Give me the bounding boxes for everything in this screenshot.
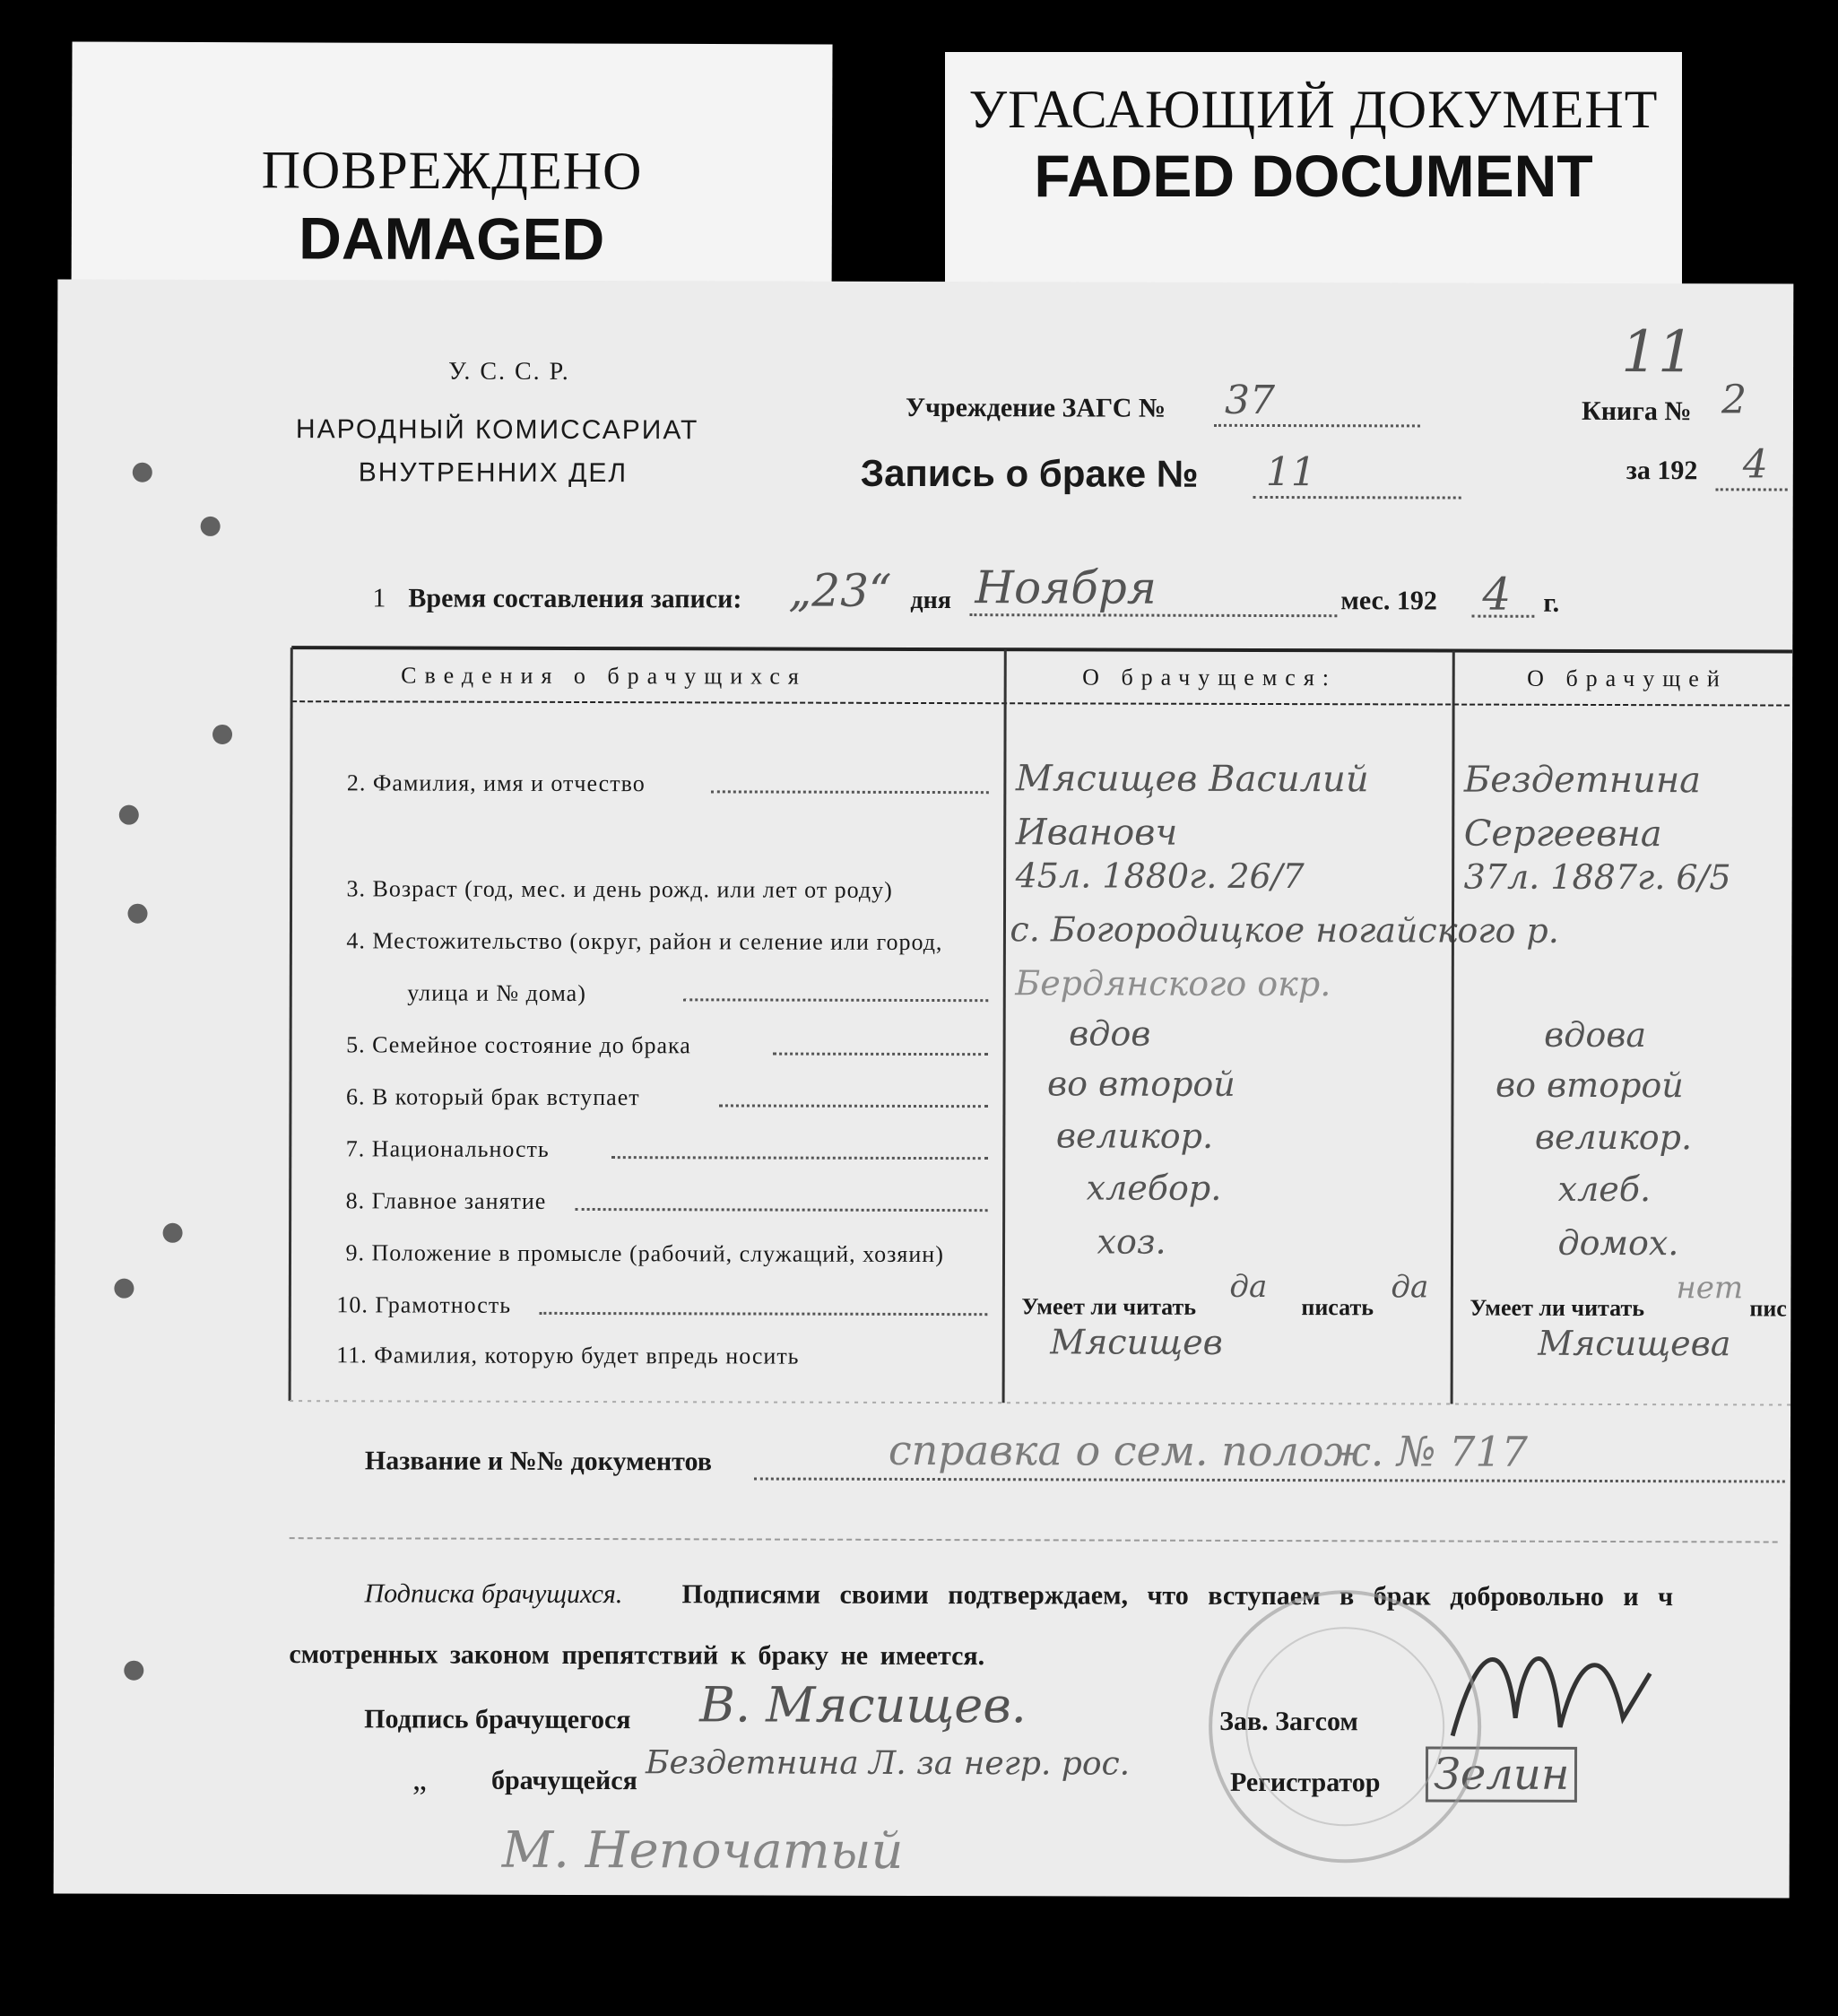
- bride-marriage-count: во второй: [1495, 1064, 1684, 1106]
- commissariat-line2: ВНУТРЕННИХ ДЕЛ: [358, 457, 629, 489]
- commissariat-line1: НАРОДНЫЙ КОМИССАРИАТ: [295, 414, 699, 446]
- consent-lead: Подписка брачущихся.: [364, 1578, 623, 1610]
- entry-year-suffix: г.: [1543, 587, 1560, 618]
- republic-title: У. С. С. Р.: [448, 357, 570, 386]
- zags-label: Учреждение ЗАГС №: [905, 392, 1166, 423]
- bride-residence: Бердянского окр.: [1015, 963, 1331, 1004]
- groom-position: хоз.: [1097, 1221, 1166, 1262]
- groom-nationality: великор.: [1055, 1116, 1214, 1156]
- groom-future-surname: Мясищев: [1050, 1322, 1223, 1362]
- bride-nationality: великор.: [1534, 1117, 1693, 1158]
- entry-day-label: дня: [910, 586, 951, 615]
- marriage-record-form: [54, 279, 1794, 1898]
- ditto-mark: „: [412, 1760, 428, 1797]
- row-label-age: 3. Возраст (год, мес. и день рожд. или лет от роду): [346, 875, 893, 903]
- groom-occupation: хлебор.: [1086, 1168, 1222, 1208]
- damaged-label-ru: ПОВРЕЖДЕНО: [261, 140, 643, 201]
- bride-age: 37л. 1887г. 6/5: [1463, 856, 1731, 898]
- record-number: 11: [1265, 448, 1316, 496]
- damaged-label-card: [71, 42, 832, 314]
- row-label-occupation: 8. Главное занятие: [345, 1187, 547, 1214]
- groom-name: Мясищев Василий Ивановч: [1015, 758, 1369, 854]
- bride-future-surname: Мясищева: [1538, 1323, 1731, 1364]
- row-label-literacy: 10. Грамотность: [336, 1291, 512, 1318]
- groom-signature-label: Подпись брачущегося: [364, 1704, 631, 1735]
- official-stamp: [1192, 1574, 1498, 1880]
- row-label-name: 2. Фамилия, имя и отчество: [346, 769, 646, 797]
- entry-month: Ноября: [975, 561, 1157, 614]
- bride-occupation: хлеб.: [1557, 1169, 1652, 1210]
- groom-signature: В. Мясищев.: [699, 1676, 1027, 1734]
- book-label: Книга №: [1581, 395, 1692, 427]
- row-label-marriage-count: 6. В который брак вступает: [345, 1083, 640, 1111]
- bride-name: Бездетнина Сергеевна: [1463, 759, 1702, 856]
- bride-literacy-prefix: Умеет ли читать: [1470, 1294, 1645, 1322]
- registrar-signature: Зелин: [1426, 1746, 1578, 1802]
- damaged-label-en: DAMAGED: [299, 204, 605, 273]
- year-label: за 192: [1626, 456, 1698, 486]
- table-header-groom: О брачущемся:: [1082, 664, 1338, 691]
- row-label-nationality: 7. Национальность: [345, 1135, 550, 1162]
- row-label-future-surname: 11. Фамилия, которую будет впредь носить: [336, 1342, 800, 1369]
- groom-literacy-prefix: Умеет ли читать: [1021, 1293, 1197, 1320]
- row-label-marital: 5. Семейное состояние до брака: [346, 1031, 691, 1059]
- bride-signature: Бездетнина Л. за негр. рос.: [645, 1744, 1131, 1783]
- row-leader: [773, 1053, 988, 1056]
- consent-line2: смотренных законом препятствий к браку не имеется.: [289, 1639, 985, 1672]
- faded-label-ru: УГАСАЮЩИЙ ДОКУМЕНТ: [968, 80, 1659, 139]
- book-mark: 11: [1621, 319, 1695, 387]
- entry-year-digit: 4: [1482, 568, 1512, 621]
- table-header-info: Сведения о брачущихся: [401, 662, 807, 690]
- groom-residence: с. Богородицкое ногайского р.: [1010, 909, 1559, 951]
- year-digit: 4: [1742, 441, 1768, 488]
- row-label-residence: 4. Местожительство (округ, район и селение или город,: [346, 927, 943, 956]
- bride-literacy-write-label: пис: [1749, 1295, 1787, 1322]
- groom-literacy-write-label: писать: [1301, 1294, 1374, 1321]
- documents-label: Название и №№ документов: [364, 1446, 712, 1477]
- zags-number: 37: [1224, 377, 1276, 424]
- registrar-label: Регистратор: [1229, 1767, 1381, 1798]
- entry-month-label: мес. 192: [1340, 586, 1437, 616]
- faded-label-en: FADED DOCUMENT: [1034, 143, 1593, 209]
- row-label-position: 9. Положение в промысле (рабочий, служащий, хозяин): [345, 1239, 944, 1268]
- consent-line1: Подписями своими подтверждаем, что вступаем в брак добровольно и ч: [681, 1579, 1674, 1612]
- table-header-bride: О брачущей: [1527, 665, 1728, 692]
- head-of-registry-label: Зав. Загсом: [1219, 1706, 1358, 1737]
- documents-value: справка о сем. полож. № 717: [888, 1425, 1529, 1476]
- bride-signature-label: брачущейся: [490, 1765, 637, 1796]
- entry-index: 1: [372, 583, 386, 613]
- bride-position: домох.: [1557, 1222, 1679, 1264]
- groom-literacy-write: да: [1391, 1269, 1429, 1306]
- bride-literacy-read: нет: [1676, 1270, 1744, 1307]
- bride-marital: вдова: [1544, 1014, 1647, 1056]
- witness-signature: М. Непочатый: [501, 1820, 904, 1881]
- faded-label-card: [945, 52, 1682, 321]
- groom-marital: вдов: [1069, 1013, 1151, 1054]
- groom-literacy-read: да: [1229, 1268, 1268, 1306]
- book-number: 2: [1721, 377, 1747, 423]
- entry-day: „23“: [788, 564, 892, 617]
- groom-age: 45л. 1880г. 26/7: [1015, 856, 1305, 897]
- entry-time-label: Время составления записи:: [408, 583, 742, 614]
- record-title: Запись о браке №: [860, 451, 1199, 495]
- groom-marriage-count: во второй: [1046, 1064, 1235, 1104]
- row-label-residence-2: улица и № дома): [407, 979, 586, 1007]
